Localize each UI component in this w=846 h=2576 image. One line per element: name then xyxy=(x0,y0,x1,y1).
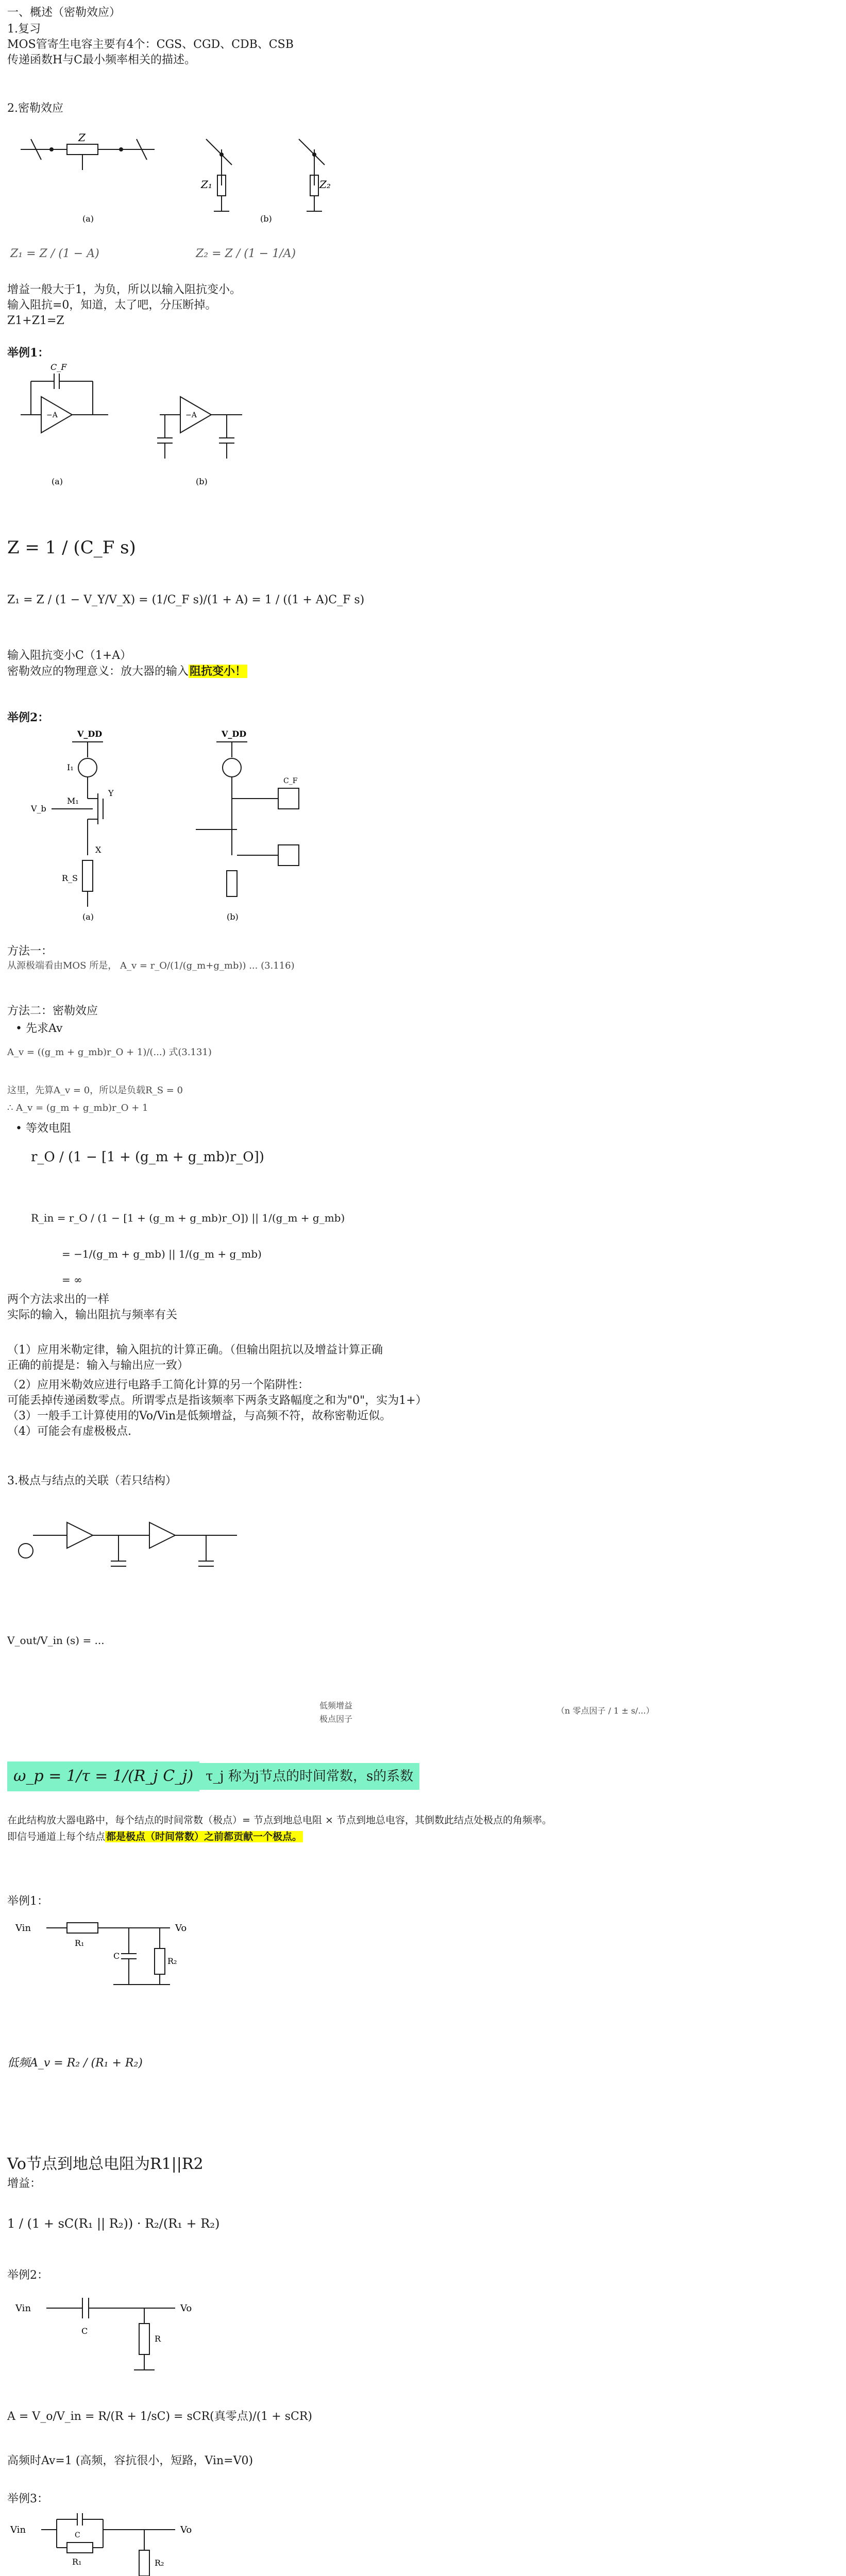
equation-highpass: A = V_o/V_in = R/(R + 1/sC) = sCR(真零点)/(1 + sCR) xyxy=(7,2410,312,2423)
label-gain: −A xyxy=(46,411,58,419)
label-y: Y xyxy=(108,788,114,798)
equation-low-freq: 低频A_v = R₂ / (R₁ + R₂) xyxy=(7,2057,143,2070)
label-c: C xyxy=(113,1951,120,1961)
example-title: 举例2： xyxy=(7,711,49,724)
label-z2: Z₂ xyxy=(319,178,331,191)
equation-rin: = ∞ xyxy=(62,1274,82,1286)
label-rs: R_S xyxy=(62,873,78,883)
label-i1: I₁ xyxy=(67,762,74,772)
text-line: 输入阻抗变小C（1+A） xyxy=(7,649,132,662)
label-r1: R₁ xyxy=(75,1938,84,1948)
text-fragment: 密勒效应的物理意义：放大器的输入 xyxy=(7,665,189,678)
rc-divider-figure xyxy=(10,1912,268,2015)
label-vo: Vo xyxy=(180,2524,192,2535)
text-line: 可能丢掉传递函数零点。所谓零点是指该频率下两条支路幅度之和为"0"，实为1+） xyxy=(7,1394,427,1407)
equation-rin: R_in = r_O / (1 − [1 + (g_m + g_mb)r_O]) || 1/(g_m + g_mb) xyxy=(31,1212,345,1224)
label-x: X xyxy=(95,845,101,855)
example-title: 举例1： xyxy=(7,346,49,360)
label-r2: R₂ xyxy=(155,2558,164,2568)
example-title: 举例1： xyxy=(7,1895,48,1908)
label-r: R xyxy=(155,2334,161,2344)
node-title: Vo节点到地总电阻为R1||R2 xyxy=(7,2155,204,2173)
annotation: 极点因子 xyxy=(319,1714,353,1724)
high-pass-figure xyxy=(10,2287,258,2391)
text-line: 从源极端看由MOS 所是， A_v = r_O/(1/(g_m+g_mb)) ... (3.116) xyxy=(7,960,295,971)
equation-z1: Z₁ = Z / (1 − A) xyxy=(10,247,99,260)
example1-circuit-figure xyxy=(10,361,330,495)
highlight: 阻抗变小！ xyxy=(190,665,247,678)
annotation: 低频增益 xyxy=(319,1701,353,1710)
label-cf: C_F xyxy=(283,777,298,785)
label-vo: Vo xyxy=(180,2303,192,2314)
figure-caption: (a) xyxy=(82,214,94,224)
label-z1: Z₁ xyxy=(201,178,212,191)
text-line: 传递函数H与C最小频率相关的描述。 xyxy=(7,54,196,66)
subsection-title: 3.极点与结点的关联（若只结构） xyxy=(7,1475,177,1487)
subsection-title: 2.密勒效应 xyxy=(7,102,63,115)
text-line xyxy=(7,664,247,680)
label-c: C xyxy=(75,2531,80,2539)
figure-caption: (b) xyxy=(196,477,208,486)
equation-av: A_v = ((g_m + g_mb)r_O + 1)/(...) 式(3.131) xyxy=(7,1047,212,1058)
text-line: 这里，先算A_v = 0，所以是负载R_S = 0 xyxy=(7,1085,183,1096)
figure-caption: (a) xyxy=(52,477,63,486)
rc-bypass-figure xyxy=(10,2509,258,2576)
equation-transfer: V_out/V_in (s) = ... xyxy=(7,1634,105,1647)
omega-equation: ω_p = 1/τ = 1/(R_j C_j) xyxy=(7,1761,199,1791)
label-c: C xyxy=(81,2326,88,2336)
label-vo: Vo xyxy=(175,1923,187,1934)
equation-z2: Z₂ = Z / (1 − 1/A) xyxy=(196,247,296,260)
figure-caption: (a) xyxy=(82,912,94,922)
miller-circuit-figure xyxy=(10,118,350,227)
equation-z: Z = 1 / (C_F s) xyxy=(7,537,136,558)
highlight: 都是极点（时间常数）之前都贡献一个极点。 xyxy=(106,1831,302,1842)
equation-rin: = −1/(g_m + g_mb) || 1/(g_m + g_mb) xyxy=(62,1248,262,1260)
text-line: 增益一般大于1，为负，所以以输入阻抗变小。 xyxy=(7,283,241,296)
text-line: （3）一般手工计算使用的Vo/Vin是低频增益，与高频不符，故称密勒近似。 xyxy=(7,1410,392,1422)
bullet-item: • 先求Av xyxy=(15,1022,63,1035)
label-r1: R₁ xyxy=(72,2557,82,2567)
example-title: 举例3： xyxy=(7,2493,48,2505)
equation-gain: 1 / (1 + sC(R₁ || R₂)) · R₂/(R₁ + R₂) xyxy=(7,2216,220,2231)
cascade-circuit-figure xyxy=(10,1494,268,1597)
text-line: 输入阻抗=0，知道，太了吧，分压断掉。 xyxy=(7,299,217,312)
equation-rin: r_O / (1 − [1 + (g_m + g_mb)r_O]) xyxy=(31,1149,264,1165)
method-title: 方法二：密勒效应 xyxy=(7,1005,98,1018)
label-r2: R₂ xyxy=(167,1956,177,1966)
section-title: 一、概述（密勒效应） xyxy=(7,6,121,19)
text-line: 增益： xyxy=(7,2177,42,2190)
method-title: 方法一： xyxy=(7,945,53,958)
bullet-item: • 等效电阻 xyxy=(15,1122,71,1135)
example2-circuit-figure xyxy=(21,726,350,922)
text-line: 正确的前提是：输入与输出应一致） xyxy=(7,1359,189,1372)
label-vb: V_b xyxy=(31,804,46,814)
label-vin: Vin xyxy=(15,1923,31,1934)
equation-z1: Z₁ = Z / (1 − V_Y/V_X) = (1/C_F s)/(1 + A) = 1 / ((1 + A)C_F s) xyxy=(7,594,365,606)
annotation: （n 零点因子 / 1 ± s/...） xyxy=(556,1706,654,1716)
text-line: 实际的输入，输出阻抗与频率有关 xyxy=(7,1309,178,1321)
label-vdd: V_DD xyxy=(222,729,247,739)
text-line: （4）可能会有虚极极点. xyxy=(7,1425,131,1438)
tau-description: τ_j 称为j节点的时间常数，s的系数 xyxy=(199,1763,419,1790)
text-line: （1）应用米勒定律，输入阻抗的计算正确。（但输出阻抗以及增益计算正确 xyxy=(7,1344,383,1357)
text-line: 两个方法求出的一样 xyxy=(7,1293,110,1306)
label-m1: M₁ xyxy=(67,796,79,806)
subsection-title: 1.复习 xyxy=(7,23,41,36)
text-line: 在此结构放大器电路中，每个结点的时间常数（极点）= 节点到地总电阻 × 节点到地总电容，其倒数此结点处极点的角频率。 xyxy=(7,1815,552,1826)
label-cf: C_F xyxy=(50,362,67,372)
text-line: MOS管寄生电容主要有4个：CGS、CGD、CDB、CSB xyxy=(7,38,294,51)
figure-caption: (b) xyxy=(260,214,272,224)
example-title: 举例2： xyxy=(7,2269,48,2282)
label-vin: Vin xyxy=(15,2303,31,2314)
figure-caption: (b) xyxy=(227,912,239,922)
highlight-box xyxy=(7,1752,502,1801)
text-line: （2）应用米勒效应进行电路手工简化计算的另一个陷阱性： xyxy=(7,1379,309,1392)
label-gain: −A xyxy=(185,411,197,419)
label-vdd: V_DD xyxy=(77,729,103,739)
label-z: Z xyxy=(78,131,86,144)
text-line: 即信号通道上每个结点 都是极点（时间常数）之前都贡献一个极点。 xyxy=(7,1831,302,1842)
label-vin: Vin xyxy=(10,2524,26,2535)
text-line: 高频时Av=1 (高频，容抗很小，短路，Vin=V0) xyxy=(7,2454,253,2467)
text-line: ∴ A_v = (g_m + g_mb)r_O + 1 xyxy=(7,1103,148,1113)
text-line: Z1+Z1=Z xyxy=(7,314,64,327)
